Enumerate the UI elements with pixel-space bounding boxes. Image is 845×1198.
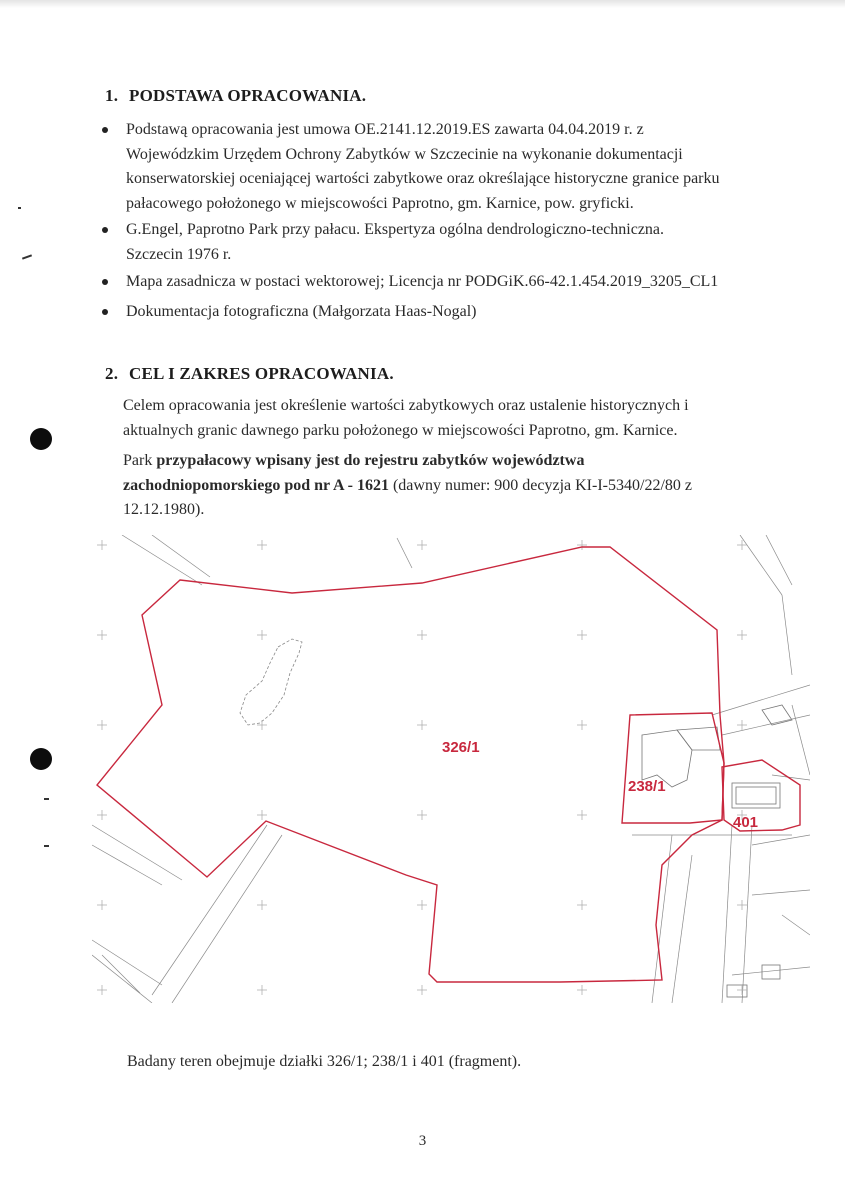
bullet-dot: [102, 227, 108, 233]
map-line: [712, 685, 810, 715]
map-line: [722, 825, 732, 1003]
parcel-boundary-326-1: [97, 547, 724, 982]
building-outline: [727, 985, 747, 997]
page-number: 3: [418, 1133, 427, 1149]
map-base-lines: [92, 535, 810, 1003]
bullet-dot: [102, 309, 108, 315]
map-line: [782, 595, 792, 675]
bullet-line: Podstawą opracowania jest umowa OE.2141.12.2019.ES zawarta 04.04.2019 r. z: [126, 121, 644, 138]
map-line: [752, 890, 810, 895]
bullet-item: [126, 218, 776, 267]
section-1-heading: [105, 86, 366, 106]
parcel-label-401: 401: [733, 814, 759, 831]
bullet-line: Dokumentacja fotograficzna (Małgorzata Haas-Nogal): [126, 303, 477, 320]
bullet-line: G.Engel, Paprotno Park przy pałacu. Ekspertyza ogólna dendrologiczno-techniczna.: [126, 221, 665, 238]
bullet-item: [126, 270, 776, 295]
punch-hole-bottom: [30, 748, 52, 770]
map-line: [152, 825, 267, 995]
bullet-line: konserwatorskiej oceniającej wartości zabytkowe oraz określające historyczne granice parku: [126, 170, 720, 187]
punch-hole-top: [30, 428, 52, 450]
paragraph-line: aktualnych granic dawnego parku położonego w miejscowości Paprotno, gm. Karnice.: [123, 421, 678, 439]
scan-speck: [18, 207, 21, 209]
bullet-item: [126, 118, 776, 216]
building-outline: [762, 965, 780, 979]
paragraph-line: Celem opracowania jest określenie wartości zabytkowych oraz ustalenie historycznych i: [123, 397, 689, 414]
map-line: [102, 955, 140, 993]
paragraph-text: (dawny numer: 900 decyzja KI-I-5340/22/80 z: [388, 476, 692, 494]
paragraph-bold: przypałacowy wpisany jest do rejestru zabytków województwa: [156, 452, 585, 469]
map-line: [742, 825, 752, 1003]
map-line: [92, 845, 162, 885]
map-line: [397, 538, 412, 568]
paragraph-bold: zachodniopomorskiego pod nr A - 1621: [123, 476, 389, 494]
paragraph-text: Park: [123, 452, 157, 469]
section-2-paragraph: [123, 394, 763, 443]
section-2-title: CEL I ZAKRES OPRACOWANIA.: [129, 364, 394, 383]
map-line: [672, 855, 692, 1003]
section-2-heading: [105, 364, 394, 384]
map-line: [92, 940, 162, 985]
bullet-dot: [102, 279, 108, 285]
parcel-boundaries: [97, 547, 800, 982]
bullet-line: pałacowego położonego w miejscowości Paprotno, gm. Karnice, pow. gryficki.: [126, 194, 634, 212]
pond-outline: [240, 639, 302, 725]
building-outline: [736, 787, 776, 804]
scan-speck: [44, 845, 49, 847]
parcel-map: [92, 535, 810, 1003]
scan-speck: [44, 798, 49, 800]
map-line: [172, 835, 282, 1003]
bullet-line: Wojewódzkim Urzędem Ochrony Zabytków w Szczecinie na wykonanie dokumentacji: [126, 145, 683, 163]
scan-edge: [0, 0, 845, 8]
bullet-line: Szczecin 1976 r.: [126, 245, 232, 263]
parcel-boundary-238-1: [622, 713, 724, 823]
scan-speck: [22, 254, 32, 259]
grid-crosses: [97, 540, 747, 995]
map-line: [782, 915, 810, 935]
bullet-dot: [102, 127, 108, 133]
map-line: [740, 535, 782, 595]
bullet-line: Mapa zasadnicza w postaci wektorowej; Licencja nr PODGiK.66-42.1.454.2019_3205_CL1: [126, 273, 719, 290]
register-paragraph: [123, 449, 763, 523]
building-outline: [677, 727, 720, 750]
section-1-title: PODSTAWA OPRACOWANIA.: [129, 86, 367, 105]
bullet-item: [126, 300, 776, 325]
section-1-number: 1.: [105, 86, 119, 105]
building-outline: [762, 705, 792, 725]
map-caption: Badany teren obejmuje działki 326/1; 238/1 i 401 (fragment).: [127, 1053, 522, 1070]
section-2-number: 2.: [105, 364, 119, 383]
map-line: [752, 835, 810, 845]
parcel-label-326-1: 326/1: [442, 739, 480, 756]
building-outlines: [642, 705, 792, 997]
map-line: [92, 955, 152, 1003]
paragraph-text: 12.12.1980).: [123, 501, 205, 518]
map-line: [152, 535, 210, 577]
parcel-label-238-1: 238/1: [628, 778, 666, 795]
